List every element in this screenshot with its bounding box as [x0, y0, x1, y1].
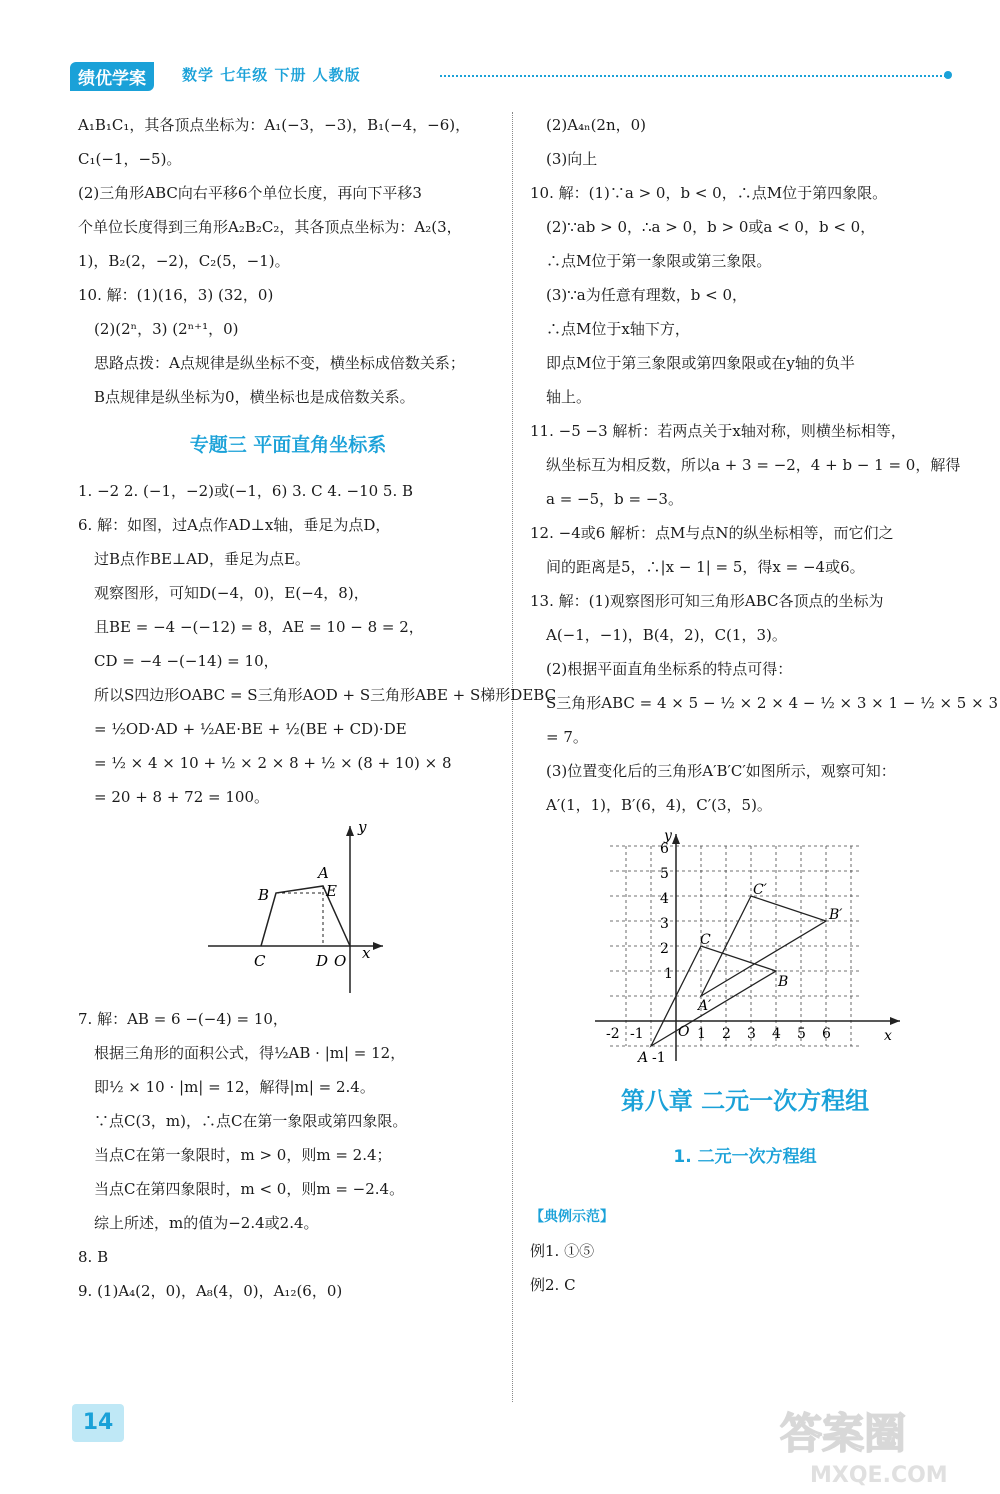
point-label-c: C	[700, 932, 711, 948]
y-tick: 6	[660, 841, 669, 857]
section-title: 专题三 平面直角坐标系	[189, 434, 387, 456]
text-line: 所以S四边形OABC = S三角形AOD + S三角形ABE + S梯形DEBC	[94, 686, 557, 704]
text-line: 轴上。	[546, 388, 592, 406]
text-line: B点规律是纵坐标为0，横坐标也是成倍数关系。	[94, 388, 415, 406]
point-label-e: E	[326, 882, 337, 900]
text-line: (2)∵ab > 0，∴a > 0，b > 0或a < 0，b < 0，	[546, 218, 876, 236]
quadrilateral-figure	[78, 818, 498, 998]
point-label-a-prime: A′	[698, 998, 712, 1014]
text-line: 9. (1)A₄(2，0)，A₈(4，0)，A₁₂(6，0)	[78, 1282, 343, 1300]
text-line: 当点C在第一象限时，m > 0，则m = 2.4；	[94, 1146, 392, 1164]
y-tick-negative: -1	[652, 1050, 666, 1066]
text-line: 综上所述，m的值为−2.4或2.4。	[94, 1214, 319, 1232]
watermark-text: 答案圈	[780, 1409, 907, 1458]
text-line: (2)A₄ₙ(2n，0)	[546, 116, 647, 134]
point-label-a: A	[638, 1050, 649, 1066]
text-line: = ½OD·AD + ½AE·BE + ½(BE + CD)·DE	[94, 720, 407, 738]
example-tag: 【典例示范】	[530, 1209, 614, 1225]
text-line: 11. −5 −3 解析：若两点关于x轴对称，则横坐标相等，	[530, 422, 906, 440]
text-line: (2)三角形ABC向右平移6个单位长度，再向下平移3	[78, 184, 422, 202]
x-tick: 6	[822, 1026, 831, 1042]
grid-origin-label: O	[678, 1024, 690, 1040]
text-line: 思路点拨：A点规律是纵坐标不变，横坐标成倍数关系；	[94, 354, 465, 372]
point-label-b-prime: B′	[829, 907, 843, 923]
page-header	[70, 60, 960, 92]
example-line: 例1. ①⑤	[530, 1242, 595, 1260]
text-line: 纵坐标互为相反数，所以a + 3 = −2，4 + b − 1 = 0，解得	[546, 456, 961, 474]
x-tick: 3	[747, 1026, 756, 1042]
text-line: ∴点M位于第一象限或第三象限。	[546, 252, 772, 270]
x-tick: 5	[797, 1026, 806, 1042]
grid-y-axis-label: y	[664, 828, 672, 844]
x-tick: 2	[722, 1026, 731, 1042]
text-line: CD = −4 −(−14) = 10，	[94, 652, 279, 670]
text-line: ∴点M位于x轴下方，	[546, 320, 690, 338]
text-line: a = −5，b = −3。	[546, 490, 683, 508]
x-tick: -1	[630, 1026, 644, 1042]
y-tick: 2	[660, 941, 669, 957]
x-axis-label: x	[362, 944, 371, 962]
text-line: 即½ × 10 · |m| = 12，解得|m| = 2.4。	[94, 1078, 375, 1096]
text-line: ∵点C(3，m)，∴点C在第一象限或第四象限。	[94, 1112, 408, 1130]
text-line: = 7。	[546, 728, 588, 746]
text-line: 1. −2 2. (−1，−2)或(−1，6) 3. C 4. −10 5. B	[78, 482, 414, 500]
header-subtitle: 数学 七年级 下册 人教版	[182, 66, 361, 84]
y-axis-label: y	[358, 818, 367, 836]
text-line: S三角形ABC = 4 × 5 − ½ × 2 × 4 − ½ × 3 × 1 − ½ × 5 × 3	[546, 694, 998, 712]
brand-logo: 绩优学案	[70, 62, 154, 91]
text-line: 13. 解：(1)观察图形可知三角形ABC各顶点的坐标为	[530, 592, 884, 610]
text-line: 观察图形，可知D(−4，0)，E(−4，8)，	[94, 584, 369, 602]
text-line: 12. −4或6 解析：点M与点N的纵坐标相等，而它们之	[530, 524, 894, 542]
header-dot	[944, 71, 952, 79]
text-line: (2)(2ⁿ，3) (2ⁿ⁺¹，0)	[94, 320, 239, 338]
page-number: 14	[72, 1404, 124, 1442]
y-tick: 3	[660, 916, 669, 932]
text-line: (3)∵a为任意有理数，b < 0，	[546, 286, 747, 304]
text-line: 个单位长度得到三角形A₂B₂C₂，其各顶点坐标为：A₂(3，	[78, 218, 462, 236]
watermark-logo	[770, 1400, 990, 1490]
text-line: A₁B₁C₁，其各顶点坐标为：A₁(−3，−3)，B₁(−4，−6)，	[78, 116, 471, 134]
right-column	[530, 108, 998, 1302]
point-label-c: C	[254, 952, 266, 970]
text-line: 过B点作BE⊥AD，垂足为点E。	[94, 550, 310, 568]
watermark-url: MXQE.COM	[810, 1463, 948, 1488]
column-divider	[512, 112, 513, 1402]
text-line: 7. 解：AB = 6 −(−4) = 10，	[78, 1010, 288, 1028]
y-tick: 4	[660, 891, 669, 907]
text-line: 10. 解：(1)(16，3) (32，0)	[78, 286, 274, 304]
text-line: 即点M位于第三象限或第四象限或在y轴的负半	[546, 354, 855, 372]
text-line: A(−1，−1)，B(4，2)，C(1，3)。	[546, 626, 787, 644]
y-tick: 5	[660, 866, 669, 882]
grid-x-axis-label: x	[884, 1028, 892, 1044]
example-line: 例2. C	[530, 1276, 576, 1294]
text-line: A′(1，1)，B′(6，4)，C′(3，5)。	[546, 796, 772, 814]
x-tick: -2	[606, 1026, 620, 1042]
text-line: = 20 + 8 + 72 = 100。	[94, 788, 269, 806]
x-tick: 1	[697, 1026, 706, 1042]
point-label-a: A	[318, 864, 329, 882]
text-line: (3)位置变化后的三角形A′B′C′如图所示，观察可知：	[546, 762, 896, 780]
point-label-b: B	[778, 974, 789, 990]
text-line: = ½ × 4 × 10 + ½ × 2 × 8 + ½ × (8 + 10) × 8	[94, 754, 452, 772]
text-line: (3)向上	[546, 150, 598, 168]
origin-label: O	[334, 952, 347, 970]
text-line: 10. 解：(1)∵a > 0，b < 0，∴点M位于第四象限。	[530, 184, 888, 202]
text-line: (2)根据平面直角坐标系的特点可得：	[546, 660, 793, 678]
text-line: 间的距离是5，∴|x − 1| = 5，得x = −4或6。	[546, 558, 865, 576]
chapter-title: 第八章 二元一次方程组	[620, 1087, 870, 1115]
text-line: 6. 解：如图，过A点作AD⊥x轴，垂足为点D，	[78, 516, 391, 534]
text-line: 1)，B₂(2，−2)，C₂(5，−1)。	[78, 252, 290, 270]
point-label-c-prime: C′	[753, 882, 767, 898]
text-line: 且BE = −4 −(−12) = 8，AE = 10 − 8 = 2，	[94, 618, 424, 636]
x-tick: 4	[772, 1026, 781, 1042]
text-line: 8. B	[78, 1248, 109, 1266]
text-line: 当点C在第四象限时，m < 0，则m = −2.4。	[94, 1180, 405, 1198]
header-dotted-rule	[440, 75, 946, 77]
text-line: 根据三角形的面积公式，得½AB · |m| = 12，	[94, 1044, 406, 1062]
lesson-title: 1. 二元一次方程组	[673, 1147, 817, 1167]
y-tick: 1	[664, 966, 673, 982]
point-label-d: D	[316, 952, 329, 970]
point-label-b: B	[258, 886, 270, 904]
text-line: C₁(−1，−5)。	[78, 150, 182, 168]
coordinate-grid-figure	[530, 826, 960, 1076]
